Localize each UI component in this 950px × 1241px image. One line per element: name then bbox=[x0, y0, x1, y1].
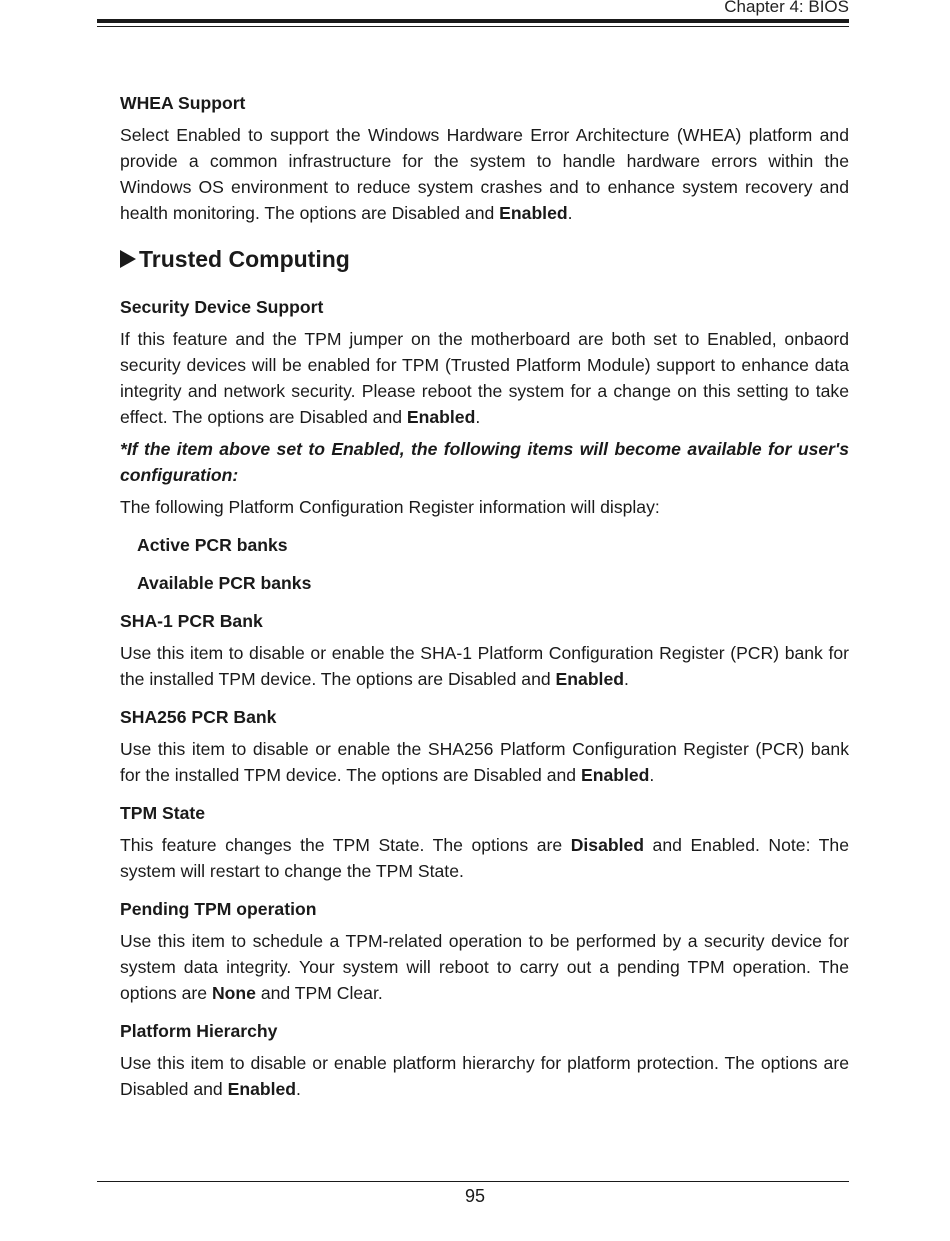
chapter-header: Chapter 4: BIOS bbox=[724, 0, 849, 16]
platform-hierarchy-heading: Platform Hierarchy bbox=[120, 1021, 278, 1041]
security-device-support-description: If this feature and the TPM jumper on the motherboard are both set to Enabled, onbaord security devices will be enabled for TPM (Trusted Platform Module) support to enhance data integrity and network security. Please reboot the system for a change on this setting to take effect. The options are Disabled and Enabled. bbox=[120, 329, 849, 427]
pending-tpm-operation-description: Use this item to schedule a TPM-related operation to be performed by a security device for system data integrity. Your system will reboot to carry out a pending TPM operation. The options are None and TPM Clear. bbox=[120, 931, 849, 1003]
header-rule-thin bbox=[97, 26, 849, 27]
sha1-pcr-bank-description: Use this item to disable or enable the SHA-1 Platform Configuration Register (PCR) bank for the installed TPM device. The options are Disabled and Enabled. bbox=[120, 643, 849, 689]
whea-support-heading: WHEA Support bbox=[120, 93, 246, 113]
trusted-computing-heading bbox=[120, 244, 849, 274]
sha256-pcr-bank-description: Use this item to disable or enable the SHA256 Platform Configuration Register (PCR) bank for the installed TPM device. The options are Disabled and Enabled. bbox=[120, 739, 849, 785]
submenu-triangle-icon bbox=[120, 250, 136, 268]
available-pcr-banks: Available PCR banks bbox=[137, 573, 312, 593]
pcr-intro: The following Platform Configuration Register information will display: bbox=[120, 497, 660, 517]
sha1-pcr-bank-heading: SHA-1 PCR Bank bbox=[120, 611, 263, 631]
platform-hierarchy-description: Use this item to disable or enable platform hierarchy for platform protection. The options are Disabled and Enabled. bbox=[120, 1053, 849, 1099]
trusted-computing-title: Trusted Computing bbox=[139, 246, 350, 272]
whea-support-description: Select Enabled to support the Windows Hardware Error Architecture (WHEA) platform and provide a common infrastructure for the system to handle hardware errors within the Windows OS environment to reduce system crashes and to enhance system recovery and health monitoring. The options are Disabled and Enabled. bbox=[120, 125, 849, 223]
footer-rule bbox=[97, 1181, 849, 1182]
security-device-support-heading: Security Device Support bbox=[120, 297, 324, 317]
page-number: 95 bbox=[464, 1186, 486, 1206]
pending-tpm-operation-heading: Pending TPM operation bbox=[120, 899, 317, 919]
tpm-state-description: This feature changes the TPM State. The options are Disabled and Enabled. Note: The system will restart to change the TPM State. bbox=[120, 835, 849, 881]
tpm-state-heading: TPM State bbox=[120, 803, 206, 823]
sha256-pcr-bank-heading: SHA256 PCR Bank bbox=[120, 707, 277, 727]
availability-note: *If the item above set to Enabled, the following items will become available for user's configuration: bbox=[120, 439, 849, 485]
active-pcr-banks: Active PCR banks bbox=[137, 535, 288, 555]
page-content bbox=[120, 90, 849, 1102]
header-rule-thick bbox=[97, 19, 849, 23]
